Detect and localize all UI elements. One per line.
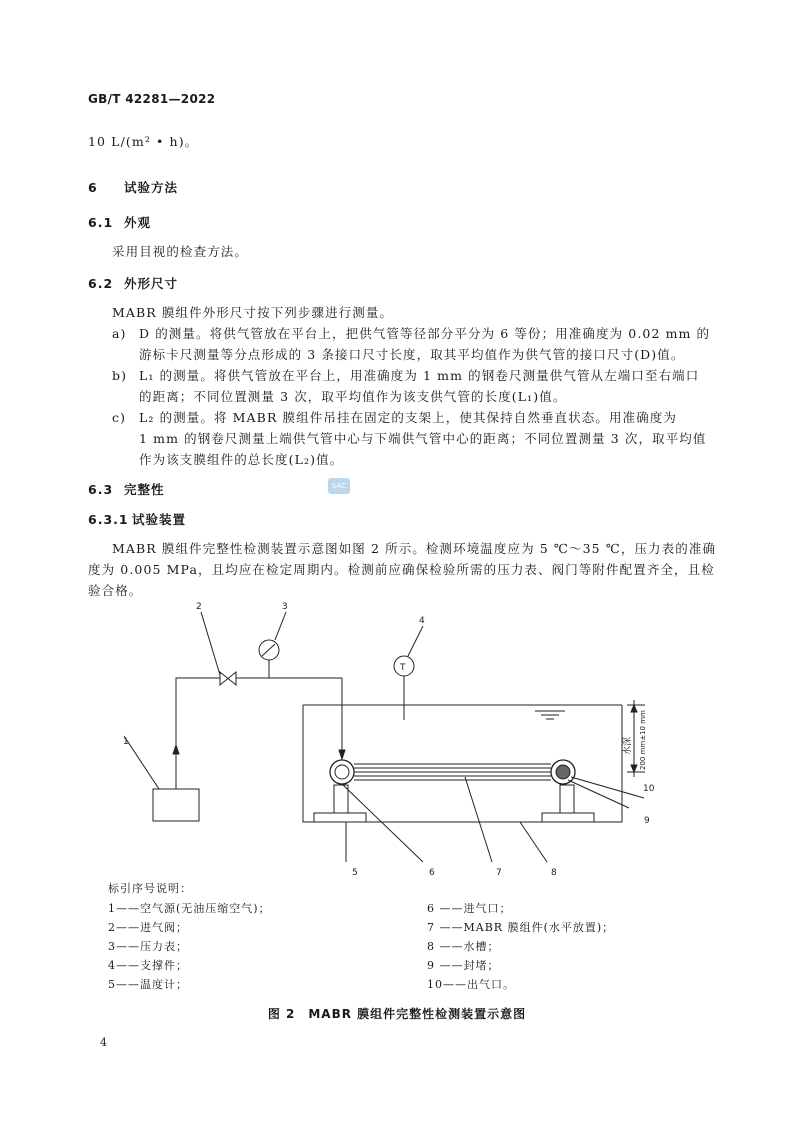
list-key: b) (112, 368, 128, 383)
list-key: a) (112, 326, 127, 341)
depth-value: 200 mm±10 mm (639, 710, 647, 770)
air-source-box (153, 789, 199, 821)
callout-10: 10 (643, 784, 655, 794)
list-key: c) (112, 410, 127, 425)
callout-4: 4 (419, 616, 425, 626)
list-text: L₂ 的测量。将 MABR 膜组件吊挂在固定的支架上，使其保持自然垂直状态。用准确度为 (139, 410, 677, 425)
callout-7: 7 (496, 868, 502, 878)
list-text: L₁ 的测量。将供气管放在平台上，用准确度为 1 mm 的钢卷尺测量供气管从左端口至右端口 (139, 368, 700, 383)
callout-8: 8 (551, 868, 557, 878)
section-number: 6.2 (88, 276, 114, 291)
legend-item-left: 1——空气源(无油压缩空气)； (108, 902, 271, 915)
watermark-logo: SAC (328, 478, 350, 494)
list-text: D 的测量。将供气管放在平台上，把供气管等径部分平分为 6 等份；用准确度为 0.02 mm 的 (139, 326, 711, 341)
section-number: 6.3 (88, 482, 114, 497)
section-number: 6.3.1 (88, 512, 129, 527)
paragraph: 采用目视的检查方法。 (112, 244, 249, 259)
callout-2: 2 (196, 602, 202, 612)
paragraph: MABR 膜组件完整性检测装置示意图如图 2 所示。检测环境温度应为 5 ℃～35 ℃，压力表的准确 (112, 541, 717, 556)
callout-6: 6 (429, 868, 435, 878)
section-title: 外形尺寸 (124, 276, 179, 291)
legend-item-left: 4——支撑件； (108, 959, 188, 972)
thermometer-label: T (400, 663, 406, 673)
paragraph-cont: 度为 0.005 MPa，且均应在检定周期内。检测前应确保检验所需的压力表、阀门等附件配置齐全，且检 (88, 562, 715, 577)
standard-header: GB/T 42281—2022 (88, 92, 216, 106)
legend-item-left: 2——进气阀； (108, 921, 188, 934)
callout-3: 3 (282, 602, 288, 612)
callout-1: 1 (123, 737, 129, 747)
section-title: 试验方法 (124, 180, 179, 195)
valve-symbol (220, 672, 236, 685)
section-title: 完整性 (124, 482, 165, 497)
support-right (542, 813, 594, 822)
paragraph-cont: 验合格。 (88, 583, 143, 598)
section-number: 6.1 (88, 215, 114, 230)
callout-9: 9 (644, 816, 650, 826)
support-left (314, 813, 366, 822)
depth-label: 水深 (623, 736, 633, 755)
inlet-port (330, 760, 354, 784)
section-number: 6 (88, 180, 98, 195)
paragraph: MABR 膜组件外形尺寸按下列步骤进行测量。 (112, 305, 394, 320)
legend-item-right: 9 ——封堵； (427, 959, 500, 972)
section-title: 外观 (124, 215, 152, 230)
legend-item-right: 10——出气口。 (427, 978, 515, 991)
arrow-head (173, 745, 179, 754)
list-item-b-cont: 的距离；不同位置测量 3 次，取平均值作为该支供气管的长度(L₁)值。 (139, 389, 567, 404)
list-item-c-cont: 作为该支膜组件的总长度(L₂)值。 (139, 452, 344, 467)
legend-title: 标引序号说明： (108, 882, 192, 895)
blocking-plug (556, 765, 570, 779)
supply-pipe (176, 678, 220, 789)
legend-item-right: 7 ——MABR 膜组件(水平放置)； (427, 921, 615, 934)
mabr-membrane-module (354, 764, 551, 780)
section-title: 试验装置 (132, 512, 187, 527)
page-number: 4 (100, 1036, 109, 1049)
figure-caption: 图 2 MABR 膜组件完整性检测装置示意图 (267, 1007, 527, 1021)
legend-item-right: 6 ——进气口； (427, 902, 512, 915)
unit-line: 10 L/(m² • h)。 (88, 134, 199, 149)
list-item-a-cont: 游标卡尺测量等分点形成的 3 条接口尺寸长度，取其平均值作为供气管的接口尺寸(D)值。 (139, 347, 685, 362)
callout-5: 5 (352, 868, 358, 878)
legend-item-left: 3——压力表； (108, 940, 188, 953)
legend-item-right: 8 ——水槽； (427, 940, 500, 953)
list-item-c-cont: 1 mm 的钢卷尺测量上端供气管中心与下端供气管中心的距离；不同位置测量 3 次，取平均值 (139, 431, 707, 446)
legend-item-left: 5——温度计； (108, 978, 188, 991)
